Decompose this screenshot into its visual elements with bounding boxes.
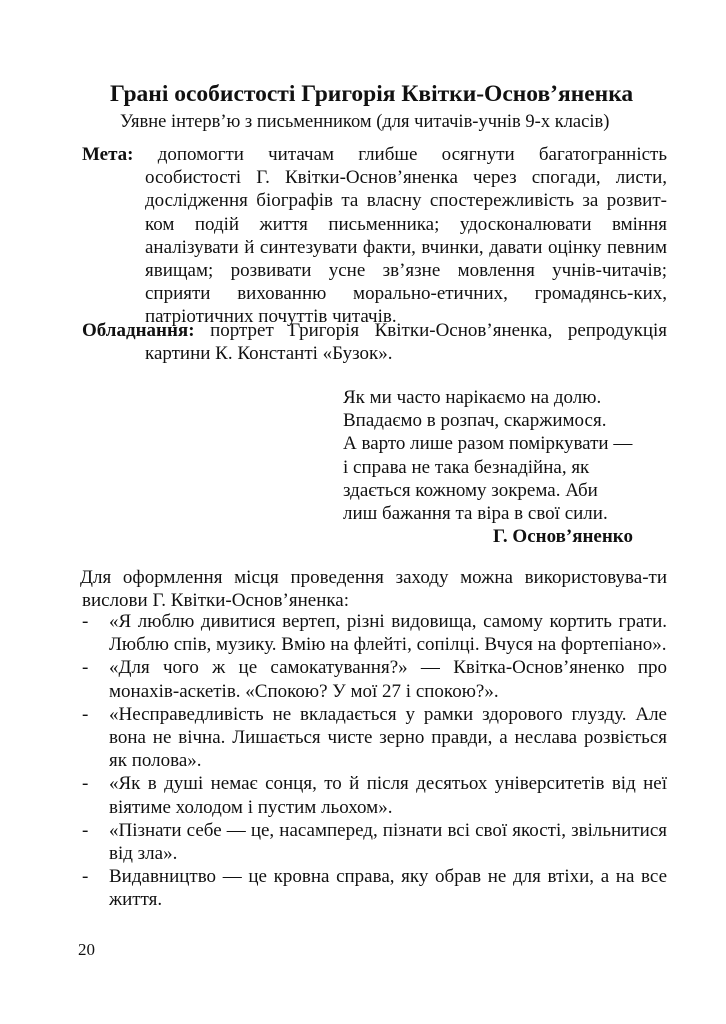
equipment-text: портрет Григорія Квітки-Основ’яненка, репродукція картини К. Константі «Бузок».: [145, 320, 668, 365]
quotes-list: [82, 610, 667, 912]
page-title: Грані особистості Григорія Квітки-Основ’яненка: [110, 81, 634, 107]
equipment-label: Обладнання:: [82, 320, 195, 341]
page-subtitle: Уявне інтерв’ю з письменником (для читачів-учнів 9-х класів): [120, 112, 610, 132]
epigraph-author: Г. Основ’яненко: [492, 526, 633, 548]
goal-label: Мета:: [82, 144, 134, 165]
epigraph-line: Як ми часто нарікаємо на долю.: [343, 387, 602, 408]
epigraph-line: лиш бажання та віра в свої сили.: [343, 503, 608, 525]
quote-text: «Несправедливість не вкладається у рамки здорового глузду. Але вона не вічна. Лишається чисте зерно правди, а неслава розвіється як полова».: [109, 703, 667, 772]
intro-paragraph: Для оформлення місця проведення заходу можна використовува-ти вислови Г. Квітки-Основ’яненка:: [80, 567, 667, 612]
bullet-dash: -: [82, 657, 89, 679]
quote-text: «Як в душі немає сонця, то й після десятьох університетів від неї віятиме холодом і пустим льохом».: [109, 773, 667, 818]
quote-text: «Для чого ж це самокатування?» — Квітка-Основ’яненко про монахів-аскетів. «Спокою? У мої 27 і спокою?».: [109, 657, 667, 702]
list-item: [82, 656, 667, 702]
bullet-dash: -: [82, 866, 89, 888]
bullet-dash: -: [82, 819, 89, 841]
list-item: [82, 610, 667, 656]
epigraph-line: і справа не така безнадійна, як: [343, 456, 590, 478]
equipment-section: [82, 319, 667, 365]
goal-text: допомогти читачам глибше осягнути багатогранність особистості Г. Квітки-Основ’яненка через спогади, листи, дослідження біографів та власну спостережливість за розвит-ком подій життя письменника; удосконалювати вміння аналізувати й синтезувати факти, вчинки, давати оцінку певним явищам; розвивати усне зв’язне мовлення учнів-читачів; сприяти вихованню морально-етичних, громадянсь-ких, патріотичних почуттів читачів.: [145, 144, 667, 328]
bullet-dash: -: [82, 773, 89, 795]
quote-text: «Пізнати себе — це, насамперед, пізнати всі свої якості, звільнитися від зла».: [109, 819, 667, 865]
epigraph-line: здається кожному зокрема. Аби: [343, 479, 598, 501]
bullet-dash: -: [82, 703, 89, 725]
epigraph: [343, 386, 663, 548]
list-item: [82, 865, 667, 911]
quote-text: Видавництво — це кровна справа, яку обрав не для втіхи, а на все життя.: [109, 866, 667, 911]
goal-section: [82, 143, 667, 329]
list-item: [82, 772, 667, 818]
list-item: [82, 703, 667, 773]
list-item: [82, 819, 667, 865]
epigraph-line: Впадаємо в розпач, скаржимося.: [343, 410, 607, 432]
epigraph-line: А варто лише разом поміркувати —: [343, 433, 633, 455]
bullet-dash: -: [82, 611, 89, 632]
page-number: 20: [78, 940, 95, 959]
quote-text: «Я люблю дивитися вертеп, різні видовища, самому кортить грати. Люблю спів, музику. Вмію на флейті, сопілці. Вчуся на фортепіано».: [109, 611, 667, 656]
